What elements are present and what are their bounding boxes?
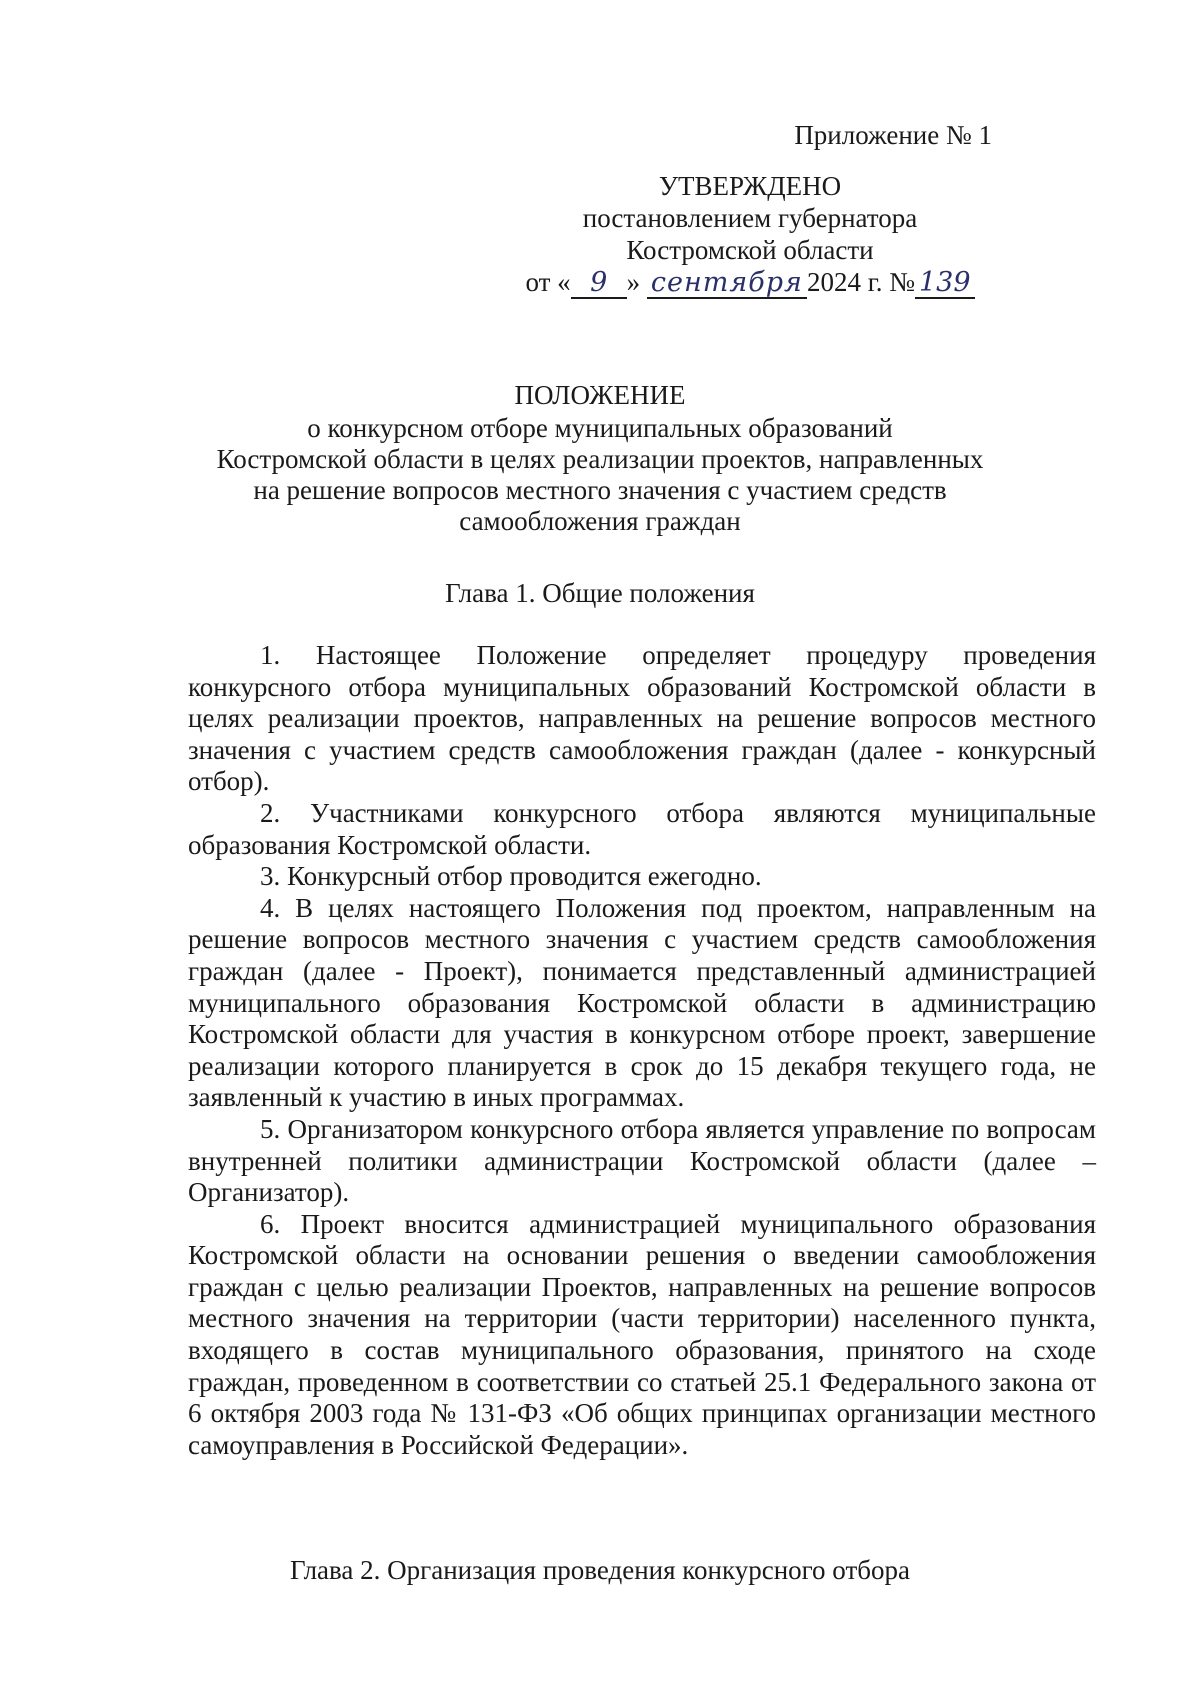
paragraph-1: 1. Настоящее Положение определяет процедуру проведения конкурсного отбора муниципальных образований Костромской области в целях реализации проектов, направленных на решение вопросов местного значения с участием средств самообложения граждан (далее - конкурсный отбор). xyxy=(188,640,1096,797)
paragraph-2: 2. Участниками конкурсного отбора являются муниципальные образования Костромской области. xyxy=(188,797,1096,860)
subtitle-line: самообложения граждан xyxy=(459,506,741,536)
handwritten-day: 9 xyxy=(571,269,627,299)
document-title: ПОЛОЖЕНИЕ xyxy=(514,380,686,410)
approved-title: УТВЕРЖДЕНО xyxy=(658,171,842,201)
paragraph-6: 6. Проект вносится администрацией муниципального образования Костромской области на основании решения о введении самообложения граждан с целью реализации Проектов, направленных на решение вопросов местного значения на территории (части территории) населенного пункта, входящего в состав муниципального образования, принятого на сходе граждан, проведенном в соответствии со статьей 25.1 Федерального закона от 6 октября 2003 года № 131-ФЗ «Об общих принципах организации местного самоуправления в Российской Федерации». xyxy=(188,1208,1096,1460)
handwritten-number: 139 xyxy=(915,269,975,299)
chapter-2-heading: Глава 2. Организация проведения конкурсного отбора xyxy=(290,1555,910,1585)
approval-line-1: постановлением губернатора xyxy=(582,203,918,233)
subtitle-line: Костромской области в целях реализации проектов, направленных xyxy=(216,444,984,474)
chapter-1-heading: Глава 1. Общие положения xyxy=(445,578,755,608)
approval-stamp-block xyxy=(500,118,1000,299)
document-title-block xyxy=(180,380,1020,537)
paragraph-4: 4. В целях настоящего Положения под проектом, направленным на решение вопросов местного значения с участием средств самообложения граждан (далее - Проект), понимается представленный администрацией муниципального образования Костромской области в администрацию Костромской области для участия в конкурсном отборе проект, завершение реализации которого планируется в срок до 15 декабря текущего года, не заявленный к участию в иных программах. xyxy=(188,892,1096,1113)
date-year: 2024 г. № xyxy=(806,267,915,297)
handwritten-month: сентября xyxy=(647,269,807,299)
subtitle-line: о конкурсном отборе муниципальных образований xyxy=(307,413,893,443)
annex-label: Приложение № 1 xyxy=(794,120,992,150)
paragraph-5: 5. Организатором конкурсного отбора является управление по вопросам внутренней политики администрации Костромской области (далее – Организатор). xyxy=(188,1113,1096,1208)
approved-block xyxy=(500,170,1000,299)
paragraph-3: 3. Конкурсный отбор проводится ежегодно. xyxy=(260,861,762,892)
approval-line-2: Костромской области xyxy=(626,235,874,265)
date-mid: » xyxy=(626,267,641,297)
date-prefix: от « xyxy=(525,267,571,297)
chapter-1-body xyxy=(188,640,1096,1461)
subtitle-line: на решение вопросов местного значения с участием средств xyxy=(253,475,947,505)
approval-date-line xyxy=(500,266,1000,299)
